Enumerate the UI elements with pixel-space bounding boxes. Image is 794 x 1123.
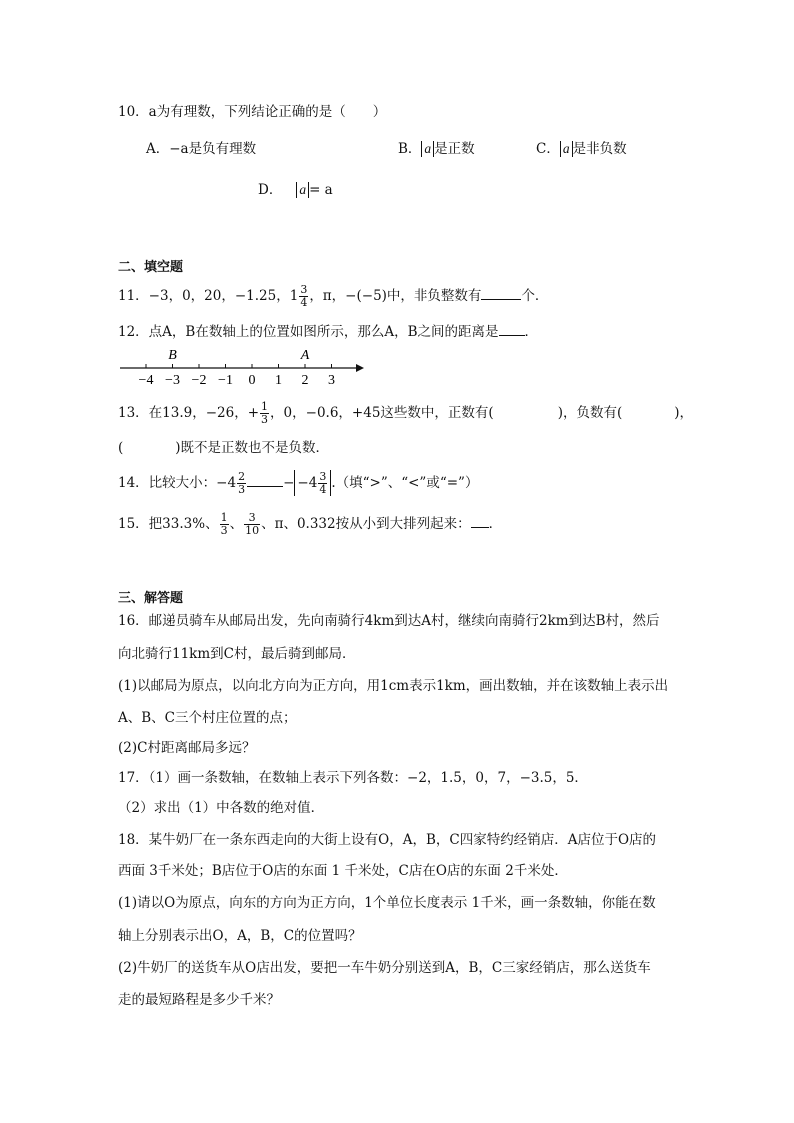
number-line-tick-label: −2 bbox=[191, 373, 207, 388]
q15-text-2: 、π、0.332按从小到大排列起来： bbox=[261, 516, 471, 532]
number-line-tick-label: 3 bbox=[328, 373, 335, 388]
q18-line5: (2)牛奶厂的送货车从O店出发，要把一车牛奶分别送到A，B，C三家经销店，那么送货车 bbox=[118, 960, 651, 976]
q18-line3: (1)请以O为原点，向东的方向为正方向，1个单位长度表示 1千米，画一条数轴，你能在数 bbox=[118, 895, 656, 911]
answer-blank[interactable] bbox=[499, 323, 525, 336]
q13-text-3: )，负数有( bbox=[557, 405, 623, 421]
arrow-right-icon bbox=[356, 364, 364, 372]
q16-line5: (2)C村距离邮局多远？ bbox=[118, 740, 256, 756]
q14 bbox=[118, 470, 478, 496]
q13-text-4: )， bbox=[674, 405, 694, 421]
denominator: 3 bbox=[261, 413, 269, 426]
number-line-point-b: B bbox=[168, 348, 177, 363]
number-line-tick-label: 1 bbox=[275, 373, 282, 388]
q13 bbox=[118, 401, 693, 426]
abs-a: a bbox=[296, 182, 309, 198]
q16-line2: 向北骑行11km到C村，最后骑到邮局． bbox=[118, 646, 356, 662]
numerator: 3 bbox=[244, 512, 260, 525]
number-line-tick-label: −1 bbox=[218, 373, 233, 388]
q11 bbox=[118, 284, 548, 309]
denominator: 3 bbox=[238, 483, 246, 496]
q11-end: 个． bbox=[521, 288, 549, 304]
q14-abs-text: −4 bbox=[297, 475, 318, 491]
q15-text: 15．把33.3%、 bbox=[118, 516, 219, 532]
q10-option-d-label: D． bbox=[258, 182, 283, 198]
numerator: 3 bbox=[319, 470, 327, 483]
abs-a: a bbox=[421, 141, 434, 157]
q10-option-a: A．−a是负有理数 bbox=[146, 141, 257, 157]
q18-line1: 18．某牛奶厂在一条东西走向的大街上设有O，A，B，C四家特约经销店．A店位于O店的 bbox=[118, 832, 657, 848]
q10-option-d bbox=[258, 180, 333, 200]
q17-line1: 17．（1）画一条数轴，在数轴上表示下列各数：−2，1.5，0，7，−3.5，5． bbox=[118, 770, 588, 786]
q10-option-b-text: 是正数 bbox=[434, 141, 475, 157]
answer-blank[interactable] bbox=[247, 474, 283, 487]
q13-line2 bbox=[118, 438, 329, 458]
q10-option-c-text: 是非负数 bbox=[572, 141, 627, 157]
q10-stem: 10．a为有理数，下列结论正确的是（ ） bbox=[118, 104, 387, 120]
q10-option-c-label: C． bbox=[536, 141, 560, 157]
number-line bbox=[116, 340, 376, 390]
fraction bbox=[244, 512, 260, 537]
q11-text-2: ，π，−(−5)中，非负整数有 bbox=[309, 288, 482, 304]
denominator: 4 bbox=[319, 483, 327, 496]
number-line-tick-label: 2 bbox=[301, 373, 309, 388]
q15-sep: 、 bbox=[229, 516, 244, 532]
absolute-value bbox=[294, 470, 331, 496]
numerator: 3 bbox=[300, 283, 308, 296]
q13-text-5: )既不是正数也不是负数． bbox=[175, 440, 330, 456]
q18-line4: 轴上分别表示出O，A，B，C的位置吗？ bbox=[118, 928, 362, 944]
number-line-tick-label: −4 bbox=[138, 373, 154, 388]
q16-line3: (1)以邮局为原点，以向北方向为正方向，用1cm表示1km，画出数轴，并在该数轴上表示出 bbox=[118, 678, 669, 694]
answer-blank[interactable] bbox=[481, 287, 521, 300]
q12-text: 12．点A，B在数轴上的位置如图所示，那么A，B之间的距离是 bbox=[118, 324, 499, 340]
numerator: 1 bbox=[261, 400, 269, 413]
q10-option-d-text: = a bbox=[309, 182, 333, 198]
answer-blank[interactable] bbox=[471, 515, 489, 528]
number-line-tick-label: −3 bbox=[165, 373, 180, 388]
q18-line6: 走的最短路程是多少千米？ bbox=[118, 992, 280, 1008]
q10-option-b bbox=[398, 139, 475, 159]
q10-option-b-label: B． bbox=[398, 141, 422, 157]
number-line-tick-label: 0 bbox=[248, 373, 256, 388]
fraction bbox=[237, 471, 246, 496]
denominator: 3 bbox=[220, 524, 228, 537]
fraction bbox=[299, 284, 308, 309]
q13-text-2: ，0，−0.6，+45这些数中，正数有( bbox=[270, 405, 494, 421]
q14-text: 14．比较大小：−4 bbox=[118, 475, 237, 491]
q16-line1: 16．邮递员骑车从邮局出发，先向南骑行4km到达A村，继续向南骑行2km到达B村，然后 bbox=[118, 613, 660, 629]
abs-a: a bbox=[560, 141, 573, 157]
section-title-solve: 三、解答题 bbox=[118, 591, 184, 606]
number-line-point-a: A bbox=[300, 348, 310, 363]
q10-option-c bbox=[536, 139, 627, 159]
fraction bbox=[220, 512, 229, 537]
q14-minus: − bbox=[283, 475, 295, 491]
q12-end: ． bbox=[524, 324, 539, 340]
numerator: 2 bbox=[238, 470, 246, 483]
q16-line4: A、B、C三个村庄位置的点； bbox=[118, 710, 297, 726]
q12 bbox=[118, 322, 538, 342]
denominator: 4 bbox=[300, 296, 308, 309]
q15-end: ． bbox=[488, 516, 503, 532]
q18-line2: 西面 3千米处；B店位于O店的东面 1 千米处，C店在O店的东面 2千米处． bbox=[118, 863, 568, 879]
numerator: 1 bbox=[220, 511, 228, 524]
section-title-fill-blank: 二、填空题 bbox=[118, 260, 184, 275]
q11-text: 11．−3，0，20，−1.25，1 bbox=[118, 288, 299, 304]
q13-open-paren: ( bbox=[118, 440, 124, 456]
q14-hint: .（填“>”、“<”或“=”） bbox=[331, 475, 479, 491]
denominator: 10 bbox=[245, 524, 260, 537]
q17-line2: （2）求出（1）中各数的绝对值． bbox=[118, 800, 325, 816]
q15 bbox=[118, 512, 502, 537]
fraction bbox=[260, 401, 269, 426]
fraction bbox=[318, 471, 327, 496]
q13-text: 13．在13.9，−26，+ bbox=[118, 405, 260, 421]
